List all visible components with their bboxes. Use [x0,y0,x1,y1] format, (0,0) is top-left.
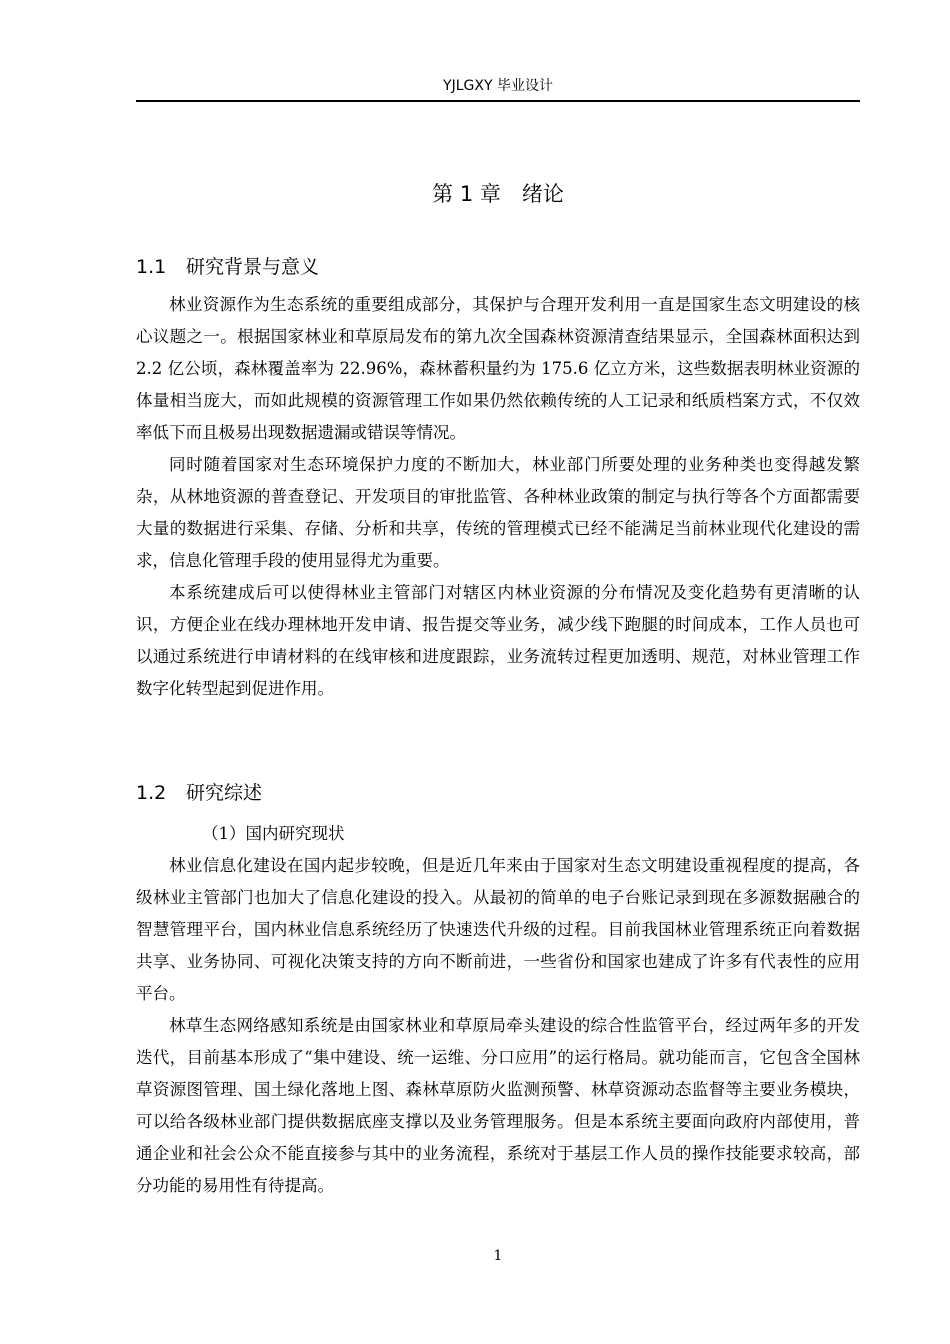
subsection-label: （1）国内研究现状 [202,824,345,843]
section-title: 研究背景与意义 [186,256,320,278]
paragraph: 本系统建成后可以使得林业主管部门对辖区内林业资源的分布情况及变化趋势有更清晰的认识，方便企业在线办理林地开发申请、报告提交等业务，减少线下跑腿的时间成本，工作人员也可以通过系统进行申请材料的在线审核和进度跟踪，业务流转过程更加透明、规范，对林业管理工作数字化转型起到促进作用。 [136,583,860,698]
section-body-1-2 [136,818,860,1202]
paragraph: 同时随着国家对生态环境保护力度的不断加大，林业部门所要处理的业务种类也变得越发繁杂，从林地资源的普查登记、开发项目的审批监管、各种林业政策的制定与执行等各个方面都需要大量的数据进行采集、存储、分析和共享，传统的管理模式已经不能满足当前林业现代化建设的需求，信息化管理手段的使用显得尤为重要。 [136,455,860,570]
section-number: 1.1 [136,256,167,278]
header-rule [136,100,860,102]
section-body-1-1 [136,289,860,705]
section-title: 研究综述 [186,782,263,804]
section-heading-1-2 [136,779,860,807]
section-number: 1.2 [136,782,167,804]
paragraph: 林业资源作为生态系统的重要组成部分，其保护与合理开发利用一直是国家生态文明建设的核心议题之一。根据国家林业和草原局发布的第九次全国森林资源清查结果显示，全国森林面积达到 2.2 亿公顷，森林覆盖率为 22.96%，森林蓄积量约为 175.6 亿立方米，这些数据表明林业资源的体量相当庞大，而如此规模的资源管理工作如果仍然依赖传统的人工记录和纸质档案方式，不仅效率低下而且极易出现数据遗漏或错误等情况。 [136,295,860,442]
running-header: YJLGXY 毕业设计 [443,78,553,94]
page-number: 1 [493,1248,503,1264]
section-heading-1-1 [136,253,860,281]
chapter-title: 第 1 章 绪论 [432,182,564,206]
paragraph: 林业信息化建设在国内起步较晚，但是近几年来由于国家对生态文明建设重视程度的提高，各级林业主管部门也加大了信息化建设的投入。从最初的简单的电子台账记录到现在多源数据融合的智慧管理平台，国内林业信息系统经历了快速迭代升级的过程。目前我国林业管理系统正向着数据共享、业务协同、可视化决策支持的方向不断前进，一些省份和国家也建成了许多有代表性的应用平台。 [136,856,860,1003]
paragraph: 林草生态网络感知系统是由国家林业和草原局牵头建设的综合性监管平台，经过两年多的开发迭代，目前基本形成了“集中建设、统一运维、分口应用”的运行格局。就功能而言，它包含全国林草资源图管理、国土绿化落地上图、森林草原防火监测预警、林草资源动态监督等主要业务模块，可以给各级林业部门提供数据底座支撑以及业务管理服务。但是本系统主要面向政府内部使用，普通企业和社会公众不能直接参与其中的业务流程，系统对于基层工作人员的操作技能要求较高，部分功能的易用性有待提高。 [136,1016,860,1195]
